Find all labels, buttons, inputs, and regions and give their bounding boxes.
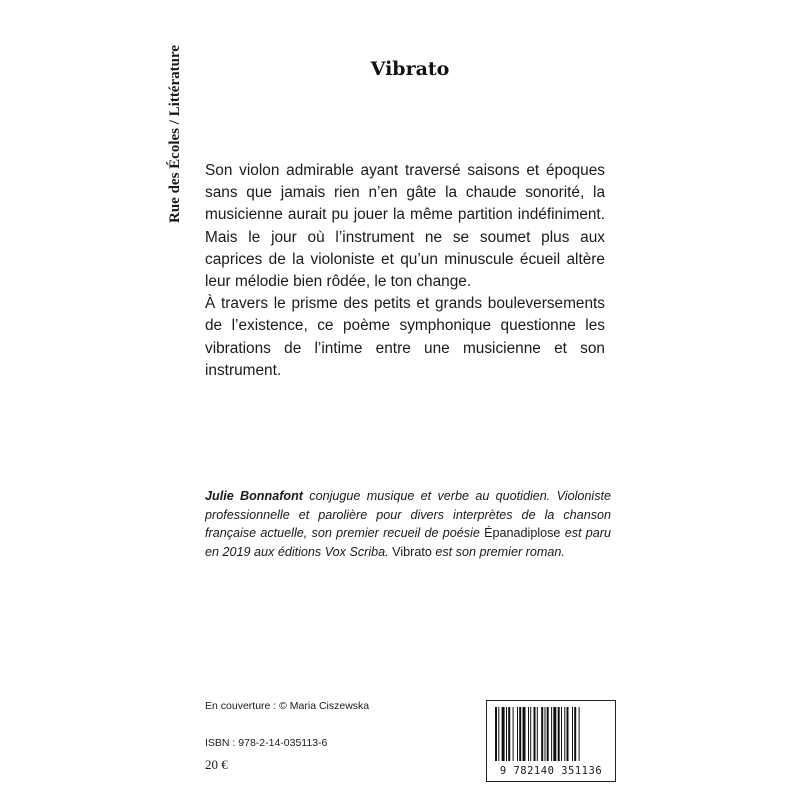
- book-title: Vibrato: [370, 58, 450, 80]
- isbn: ISBN : 978-2-14-035113-6: [205, 737, 328, 749]
- barcode-bar: [551, 707, 552, 761]
- barcode-bar: [553, 707, 556, 761]
- barcode-bar: [561, 707, 562, 761]
- barcode-bar: [579, 707, 580, 761]
- barcode-bar: [564, 707, 565, 761]
- spine-label: [165, 36, 189, 232]
- barcode-bar: [528, 707, 529, 761]
- barcode-bar: [502, 707, 505, 761]
- bio-book-1: Épanadiplose: [484, 526, 561, 540]
- barcode-bar: [547, 707, 549, 761]
- bio-book-2: Vibrato: [392, 544, 432, 559]
- bio-text-2: est paru en 2019 aux éditions Vox Scriba.: [205, 526, 611, 559]
- author-bio: [205, 487, 611, 561]
- barcode-bar: [530, 707, 531, 761]
- barcode-bar: [567, 707, 569, 761]
- summary-paragraph-1: Son violon admirable ayant traversé saisons et époques sans que jamais rien n’en gâte la chaude sonorité, la musicienne aurait pu jouer la même partition indéfiniment. Mais le jour où l’instrument ne se soumet plus aux caprices de la violoniste et qu’un minuscule écueil altère leur mélodie bien rôdée, le ton change.: [205, 162, 605, 291]
- book-summary: [205, 160, 605, 382]
- author-name: Julie Bonnafont: [205, 489, 303, 503]
- barcode-bar: [519, 707, 521, 761]
- bio-text-1: conjugue musique et verbe au quotidien. Violoniste professionnelle et parolière pour divers interprètes de la chanson française actuelle, son premier recueil de poésie: [205, 489, 611, 540]
- barcode-bar: [574, 707, 576, 761]
- barcode-bar: [558, 707, 560, 761]
- barcode-bar: [537, 707, 538, 761]
- barcode-bar: [495, 707, 497, 761]
- barcode-bar: [541, 707, 543, 761]
- bio-text-3: est son premier roman.: [431, 544, 565, 559]
- cover-credit: En couverture : © Maria Ciszewska: [205, 700, 370, 712]
- barcode-bar: [508, 707, 510, 761]
- barcode-bar: [545, 707, 546, 761]
- price: 20 €: [205, 757, 228, 772]
- barcode-bar: [572, 707, 573, 761]
- barcode-bar: [513, 707, 514, 761]
- summary-paragraph-2: À travers le prisme des petits et grands bouleversements de l’existence, ce poème symphonique questionne les vibrations de l’intime entre une musicienne et son instrument.: [205, 295, 605, 379]
- barcode-bar: [517, 707, 518, 761]
- barcode-bar: [506, 707, 507, 761]
- collection-name: Rue des Écoles / Littérature: [167, 44, 183, 224]
- barcode-bars: [495, 707, 607, 761]
- barcode-bar: [498, 707, 499, 761]
- barcode: [486, 700, 616, 782]
- barcode-bar: [534, 707, 536, 761]
- barcode-digits: 9 782140 351136: [499, 765, 603, 777]
- barcode-bar: [523, 707, 526, 761]
